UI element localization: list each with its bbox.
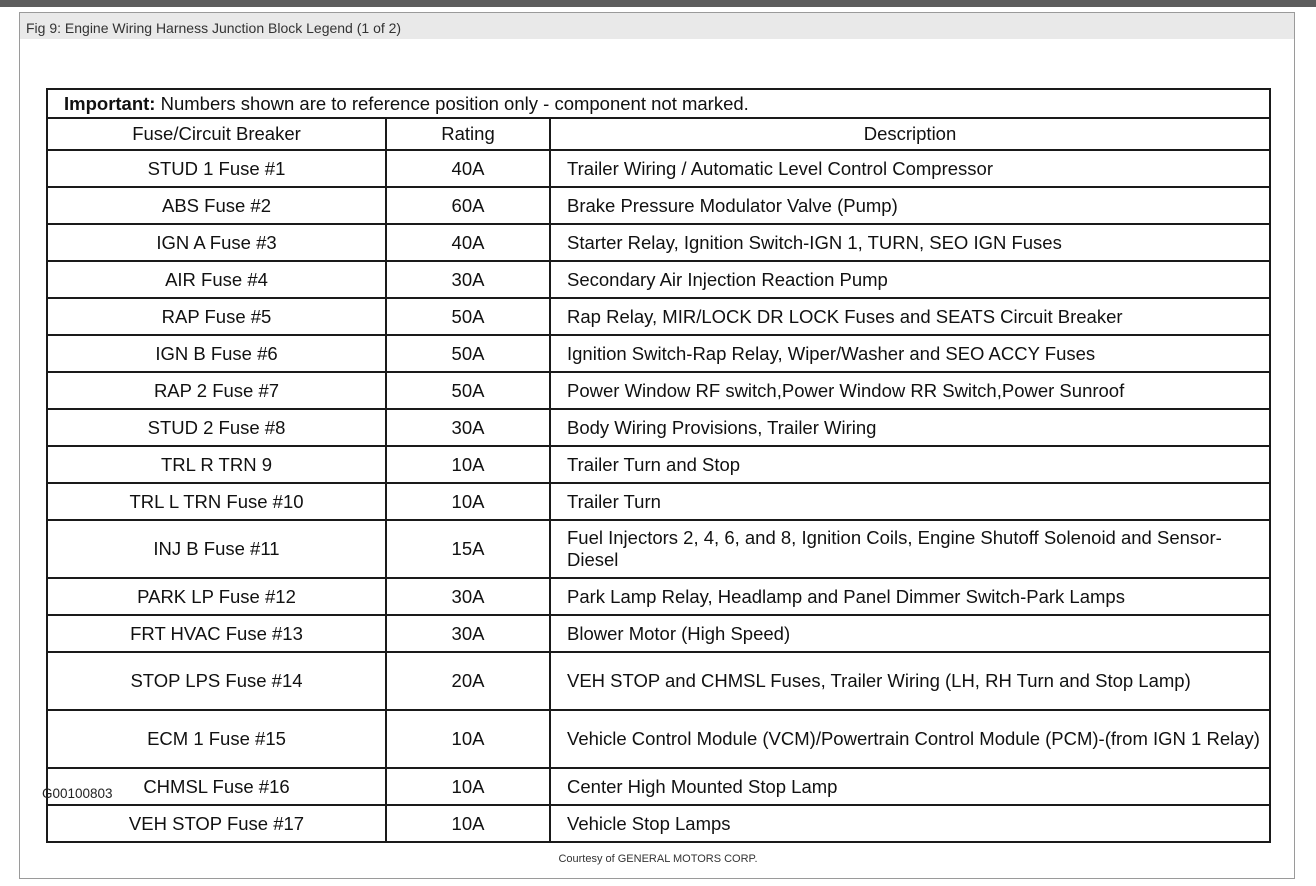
rating-cell: 30A [386, 261, 550, 298]
description-cell: Vehicle Stop Lamps [550, 805, 1270, 842]
table-row [47, 187, 1270, 224]
fuse-cell: RAP Fuse #5 [47, 298, 386, 335]
fuse-cell: ECM 1 Fuse #15 [47, 710, 386, 768]
fuse-cell: CHMSL Fuse #16 [47, 768, 386, 805]
table-row [47, 615, 1270, 652]
table-row [47, 150, 1270, 187]
rating-cell: 30A [386, 615, 550, 652]
rating-cell: 10A [386, 768, 550, 805]
description-cell: Power Window RF switch,Power Window RR Switch,Power Sunroof [550, 372, 1270, 409]
important-note-row [47, 89, 1270, 118]
rating-cell: 10A [386, 446, 550, 483]
description-cell: Brake Pressure Modulator Valve (Pump) [550, 187, 1270, 224]
fuse-cell: IGN A Fuse #3 [47, 224, 386, 261]
important-note [47, 89, 1270, 118]
rating-cell: 40A [386, 150, 550, 187]
table-row [47, 335, 1270, 372]
description-cell: Trailer Turn and Stop [550, 446, 1270, 483]
fuse-cell: VEH STOP Fuse #17 [47, 805, 386, 842]
description-cell: Starter Relay, Ignition Switch-IGN 1, TURN, SEO IGN Fuses [550, 224, 1270, 261]
description-cell: Trailer Wiring / Automatic Level Control Compressor [550, 150, 1270, 187]
description-cell: Park Lamp Relay, Headlamp and Panel Dimmer Switch-Park Lamps [550, 578, 1270, 615]
description-cell: Secondary Air Injection Reaction Pump [550, 261, 1270, 298]
table-row [47, 483, 1270, 520]
fuse-cell: ABS Fuse #2 [47, 187, 386, 224]
rating-cell: 40A [386, 224, 550, 261]
table-row [47, 768, 1270, 805]
important-text: Numbers shown are to reference position only - component not marked. [155, 92, 749, 114]
fuse-cell: RAP 2 Fuse #7 [47, 372, 386, 409]
table-row [47, 372, 1270, 409]
top-bar [0, 0, 1316, 7]
rating-cell: 50A [386, 298, 550, 335]
description-cell: Vehicle Control Module (VCM)/Powertrain Control Module (PCM)-(from IGN 1 Relay) [550, 710, 1270, 768]
table-row [47, 652, 1270, 710]
fuse-cell: FRT HVAC Fuse #13 [47, 615, 386, 652]
fuse-cell: STUD 1 Fuse #1 [47, 150, 386, 187]
fuse-cell: TRL R TRN 9 [47, 446, 386, 483]
description-cell: Fuel Injectors 2, 4, 6, and 8, Ignition Coils, Engine Shutoff Solenoid and Sensor-Diesel [550, 520, 1270, 578]
rating-cell: 30A [386, 409, 550, 446]
fuse-cell: TRL L TRN Fuse #10 [47, 483, 386, 520]
figure-title: Fig 9: Engine Wiring Harness Junction Block Legend (1 of 2) [20, 13, 1294, 39]
table-row [47, 409, 1270, 446]
fuse-cell: STUD 2 Fuse #8 [47, 409, 386, 446]
rating-cell: 30A [386, 578, 550, 615]
table-row [47, 710, 1270, 768]
table-row [47, 446, 1270, 483]
fuse-cell: PARK LP Fuse #12 [47, 578, 386, 615]
description-cell: Rap Relay, MIR/LOCK DR LOCK Fuses and SEATS Circuit Breaker [550, 298, 1270, 335]
rating-cell: 50A [386, 335, 550, 372]
description-cell: Blower Motor (High Speed) [550, 615, 1270, 652]
table-row [47, 520, 1270, 578]
table-row [47, 578, 1270, 615]
description-cell: Body Wiring Provisions, Trailer Wiring [550, 409, 1270, 446]
rating-cell: 15A [386, 520, 550, 578]
rating-cell: 60A [386, 187, 550, 224]
rating-cell: 50A [386, 372, 550, 409]
figure-code: G00100803 [42, 786, 113, 801]
rating-cell: 10A [386, 805, 550, 842]
description-cell: Trailer Turn [550, 483, 1270, 520]
courtesy-credit: Courtesy of GENERAL MOTORS CORP. [558, 853, 758, 865]
fuse-cell: AIR Fuse #4 [47, 261, 386, 298]
column-header-fuse: Fuse/Circuit Breaker [47, 118, 386, 150]
important-label: Important: [64, 92, 156, 114]
description-cell: Center High Mounted Stop Lamp [550, 768, 1270, 805]
column-header-description: Description [550, 118, 1270, 150]
fuse-cell: STOP LPS Fuse #14 [47, 652, 386, 710]
junction-block-legend-table [46, 88, 1271, 843]
description-cell: VEH STOP and CHMSL Fuses, Trailer Wiring (LH, RH Turn and Stop Lamp) [550, 652, 1270, 710]
fuse-cell: INJ B Fuse #11 [47, 520, 386, 578]
table-row [47, 805, 1270, 842]
column-header-row [47, 118, 1270, 150]
table-row [47, 261, 1270, 298]
table-row [47, 224, 1270, 261]
column-header-rating: Rating [386, 118, 550, 150]
rating-cell: 20A [386, 652, 550, 710]
fuse-cell: IGN B Fuse #6 [47, 335, 386, 372]
rating-cell: 10A [386, 710, 550, 768]
description-cell: Ignition Switch-Rap Relay, Wiper/Washer and SEO ACCY Fuses [550, 335, 1270, 372]
table-row [47, 298, 1270, 335]
rating-cell: 10A [386, 483, 550, 520]
